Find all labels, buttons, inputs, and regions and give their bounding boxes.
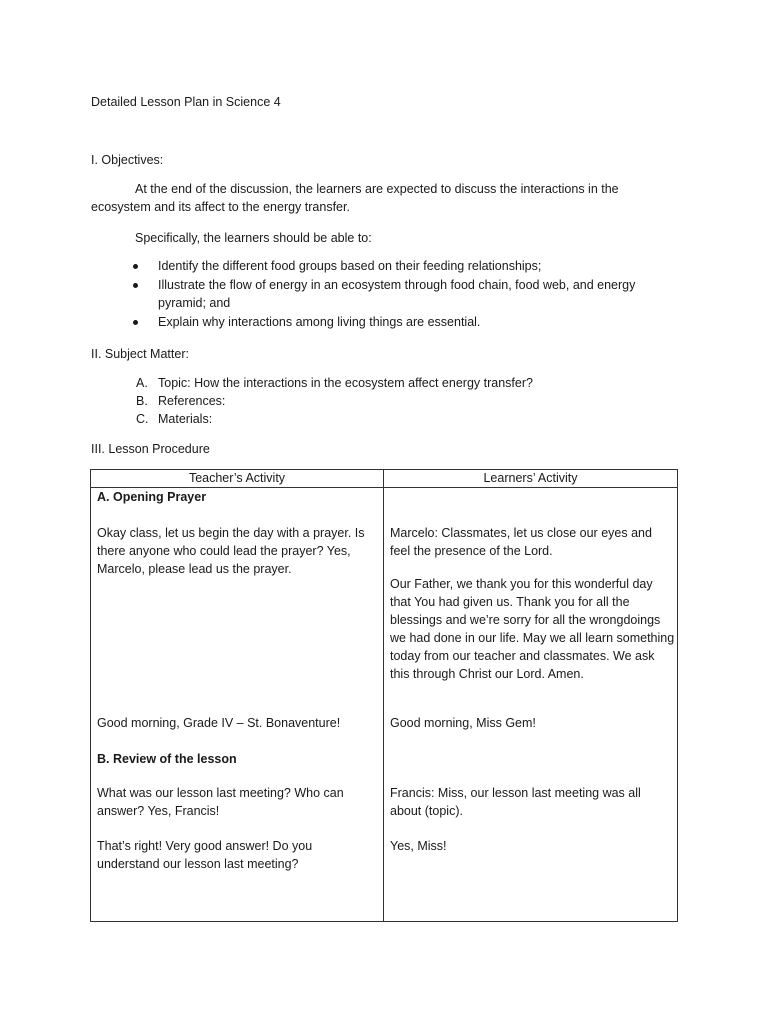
review-followup: That’s right! Very good answer! Do you understand our lesson last meeting? — [97, 839, 313, 871]
review-question: What was our lesson last meeting? Who can answer? Yes, Francis! — [97, 786, 344, 818]
marcelo-line: Marcelo: Classmates, let us close our eyes and feel the presence of the Lord. — [390, 526, 652, 558]
subject-item-text: Topic: How the interactions in the ecosystem affect energy transfer? — [158, 376, 533, 390]
list-item — [91, 313, 661, 331]
objectives-list — [91, 257, 661, 332]
list-item — [91, 392, 533, 410]
bullet-icon — [133, 283, 138, 288]
learner-column-header: Learners’ Activity — [384, 470, 678, 488]
francis-answer: Francis: Miss, our lesson last meeting was all about (topic). — [390, 786, 641, 818]
lesson-procedure-table — [90, 469, 678, 922]
teacher-column-header: Teacher’s Activity — [91, 470, 384, 488]
objectives-intro: At the end of the discussion, the learners are expected to discuss the interactions in the ecosystem and its affect to the energy transfer. — [91, 182, 619, 214]
teacher-greeting: Good morning, Grade IV – St. Bonaventure! — [97, 716, 341, 730]
list-item — [91, 410, 533, 428]
subject-item-text: References: — [158, 394, 226, 408]
learner-greeting: Good morning, Miss Gem! — [390, 716, 536, 730]
subject-item-text: Materials: — [158, 412, 213, 426]
prayer-text: Our Father, we thank you for this wonderful day that You had given us. Thank you for all the blessings and we’re sorry for all the wrongdoings we had done in our life. May we all learn something today from our teacher and classmates. We ask this through Christ our Lord. Amen. — [390, 577, 675, 681]
table-header-row — [91, 470, 678, 488]
list-item — [91, 257, 661, 275]
objectives-heading: I. Objectives: — [91, 153, 164, 167]
teacher-activity-cell — [91, 488, 384, 922]
list-marker: B. — [136, 394, 148, 408]
opening-prayer-heading: A. Opening Prayer — [97, 490, 207, 504]
lesson-procedure-heading: III. Lesson Procedure — [91, 442, 210, 456]
subject-matter-heading: II. Subject Matter: — [91, 347, 189, 361]
list-marker: C. — [136, 412, 149, 426]
objective-text: Illustrate the flow of energy in an ecosystem through food chain, food web, and energy pyramid; and — [158, 278, 636, 310]
document-title: Detailed Lesson Plan in Science 4 — [91, 95, 281, 109]
subject-matter-list — [91, 374, 533, 428]
list-item — [91, 276, 661, 312]
objectives-specifically: Specifically, the learners should be able to: — [135, 231, 372, 245]
table-row — [91, 488, 678, 922]
list-item — [91, 374, 533, 392]
review-heading: B. Review of the lesson — [97, 752, 237, 766]
bullet-icon — [133, 264, 138, 269]
learners-yes: Yes, Miss! — [390, 839, 447, 853]
objective-text: Explain why interactions among living things are essential. — [158, 315, 481, 329]
objective-text: Identify the different food groups based on their feeding relationships; — [158, 259, 542, 273]
list-marker: A. — [136, 376, 148, 390]
learner-activity-cell — [384, 488, 678, 922]
opening-prayer-text: Okay class, let us begin the day with a prayer. Is there anyone who could lead the prayer? Yes, Marcelo, please lead us the prayer. — [97, 526, 365, 576]
bullet-icon — [133, 320, 138, 325]
